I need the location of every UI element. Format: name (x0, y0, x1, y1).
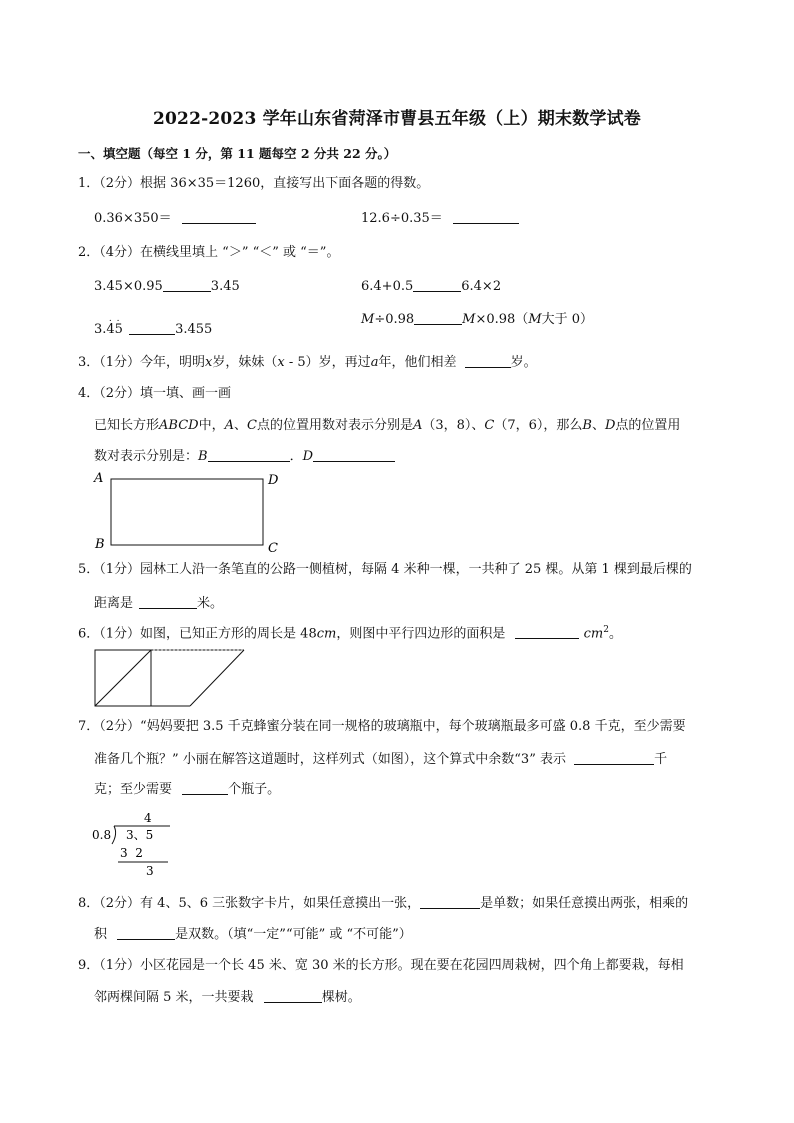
answer-blank[interactable] (515, 626, 579, 639)
answer-blank[interactable] (182, 211, 256, 224)
question-9-line-2: 邻两棵间隔 5 米，一共要栽 棵树。 (94, 990, 361, 1005)
question-2-d: M÷0.98 M×0.98（M大于 0） (361, 312, 594, 327)
question-1-b: 12.6÷0.35＝ (361, 211, 519, 225)
square-parallelogram-figure (94, 648, 254, 710)
long-division-figure (92, 810, 182, 880)
question-8-line-1: 8．（2分）有 4、5、6 三张数字卡片，如果任意摸出一张， 是单数；如果任意摸出两张，相乘的 (78, 896, 689, 911)
answer-blank[interactable] (129, 322, 175, 335)
question-2-b: 6.4+0.5 6.4×2 (361, 279, 502, 294)
division-bracket (112, 826, 116, 844)
quotient: 4 (144, 811, 152, 825)
answer-blank[interactable] (139, 596, 197, 609)
question-9-line-1: 9．（1分）小区花园是一个长 45 米、宽 30 米的长方形。现在要在花园四周栽树，四个角上都要栽，每相 (78, 958, 684, 973)
rectangle-abcd-figure (90, 468, 290, 558)
question-1-a: 0.36×350＝ (94, 211, 256, 225)
answer-blank[interactable] (182, 782, 228, 795)
question-2-a: 3.45×0.95 3.45 (94, 279, 240, 294)
repeating-decimal: . . 45 (106, 314, 123, 337)
question-4-line-2: 数对表示分别是：B ．D (94, 449, 395, 463)
question-7-line-3: 克；至少需要 个瓶子。 (94, 782, 281, 797)
dividend: 3、5 (126, 828, 154, 842)
answer-blank[interactable] (574, 752, 654, 765)
section-heading: 一、填空题（每空 1 分，第 11 题每空 2 分共 22 分。） (78, 146, 397, 161)
question-4-stem: 4．（2分）填一填、画一画 (78, 386, 232, 401)
vertex-label-d: D (268, 473, 279, 488)
divisor: 0.8 (92, 828, 112, 842)
question-5-line-1: 5．（1分）园林工人沿一条笔直的公路一侧植树，每隔 4 米种一棵，一共种了 25 棵。从第 1 棵到最后棵的 (78, 562, 692, 577)
question-6: 6．（1分）如图，已知正方形的周长是 48cm，则图中平行四边形的面积是 $cm^2$。 (78, 625, 622, 642)
vertex-label-b: B (95, 537, 105, 552)
answer-blank[interactable] (208, 449, 290, 462)
remainder: 3 (146, 864, 154, 878)
vertex-label-c: C (268, 541, 278, 556)
partial-product: 3 2 (120, 846, 143, 860)
question-7-line-2: 准备几个瓶？” 小丽在解答这道题时，这样列式（如图），这个算式中余数“3” 表示 千 (94, 752, 668, 767)
answer-blank[interactable] (117, 927, 175, 940)
question-1-stem: 1．（2分）根据 36×35＝1260，直接写出下面各题的得数。 (78, 176, 430, 191)
answer-blank[interactable] (264, 990, 322, 1003)
question-4-line-1: 已知长方形ABCD中，A、C点的位置用数对表示分别是A（3，8）、C（7，6），那么B、D点的位置用 (94, 418, 681, 433)
question-2-c: 3. . . 45 3.455 (94, 314, 213, 337)
answer-blank[interactable] (313, 449, 395, 462)
rectangle-abcd (111, 479, 263, 545)
parallelogram-right-side (190, 650, 244, 706)
question-2-stem: 2．（4分）在横线里填上 “＞” “＜” 或 “＝”。 (78, 245, 340, 260)
answer-blank[interactable] (414, 312, 462, 325)
parallelogram-left-side (95, 650, 151, 706)
answer-blank[interactable] (465, 355, 511, 368)
answer-blank[interactable] (453, 211, 519, 224)
answer-blank[interactable] (163, 279, 211, 292)
question-7-line-1: 7．（2分）“妈妈要把 3.5 千克蜂蜜分装在同一规格的玻璃瓶中，每个玻璃瓶最多可盛 0.8 千克，至少需要 (78, 719, 686, 734)
answer-blank[interactable] (413, 279, 461, 292)
repeat-dots: . . (108, 314, 121, 324)
exam-title: 2022-2023 学年山东省菏泽市曹县五年级（上）期末数学试卷 (152, 109, 641, 129)
question-3: 3．（1分）今年，明明x岁，妹妹（x - 5）岁，再过a年，他们相差 岁。 (78, 355, 537, 370)
answer-blank[interactable] (420, 896, 480, 909)
vertex-label-a: A (94, 471, 104, 486)
question-8-line-2: 积 是双数。（填“一定”“可能” 或 “不可能”） (94, 927, 412, 942)
question-5-line-2: 距离是 米。 (94, 596, 224, 611)
